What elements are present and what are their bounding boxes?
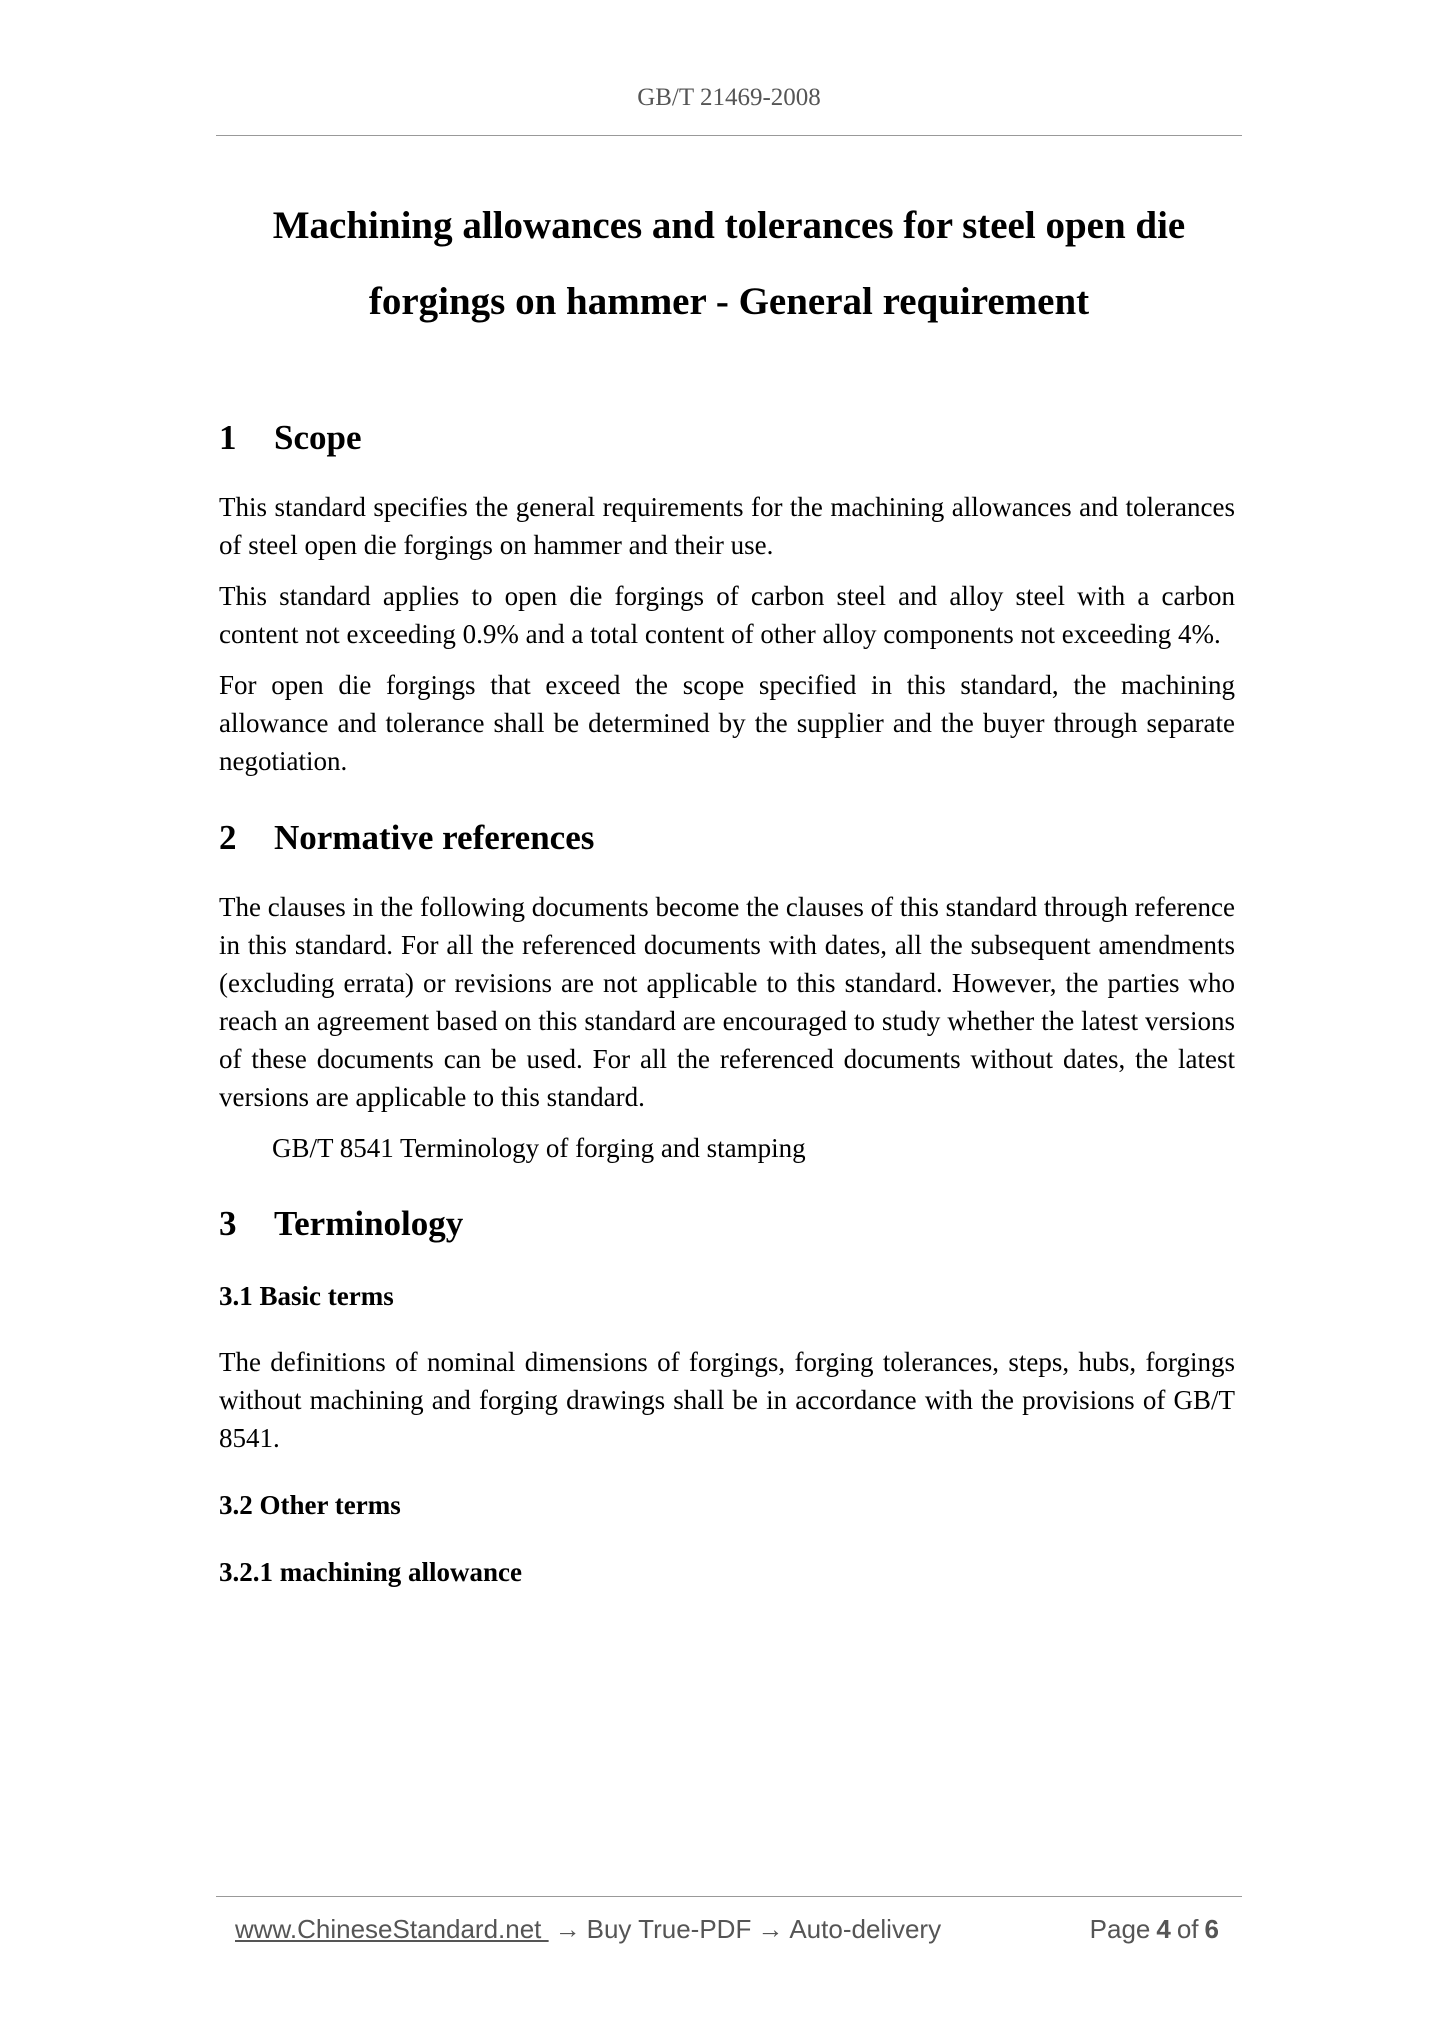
subsection-heading-basic-terms: 3.1 Basic terms: [219, 1281, 394, 1311]
page-total-number: 6: [1204, 1914, 1219, 1944]
auto-delivery-text: Auto-delivery: [789, 1914, 942, 1944]
section-number: 3: [219, 1204, 237, 1243]
page-footer: [235, 1914, 1225, 1950]
footer-divider: [216, 1896, 1242, 1897]
section-number: 1: [219, 418, 237, 457]
section-heading-normative-references: [219, 816, 1235, 860]
document-title: [216, 188, 1242, 340]
document-code-header: GB/T 21469-2008: [637, 84, 821, 111]
arrow-right-icon: →: [554, 1914, 581, 1944]
page-label: Page: [1089, 1914, 1151, 1944]
scope-paragraph: For open die forgings that exceed the scope specified in this standard, the machining allowance and tolerance shall be determined by the supplier and the buyer through separate negotiation.: [219, 670, 1235, 776]
arrow-right-icon: →: [757, 1914, 784, 1944]
normative-references-paragraph: The clauses in the following documents become the clauses of this standard through reference in this standard. For all the referenced documents with dates, all the subsequent amendments (excluding errata) or revisions are not applicable to this standard. However, the parties who reach an agreement based on this standard are encouraged to study whether the latest versions of these documents can be used. For all the referenced documents without dates, the latest versions are applicable to this standard.: [219, 892, 1235, 1112]
scope-paragraph: This standard applies to open die forgings of carbon steel and alloy steel with a carbon content not exceeding 0.9% and a total content of other alloy components not exceeding 4%.: [219, 581, 1235, 649]
buy-pdf-text: Buy True-PDF: [586, 1914, 752, 1944]
footer-links: [235, 1914, 941, 1945]
page-indicator: [1090, 1914, 1225, 1945]
scope-paragraph: This standard specifies the general requirements for the machining allowances and tolerances of steel open die forgings on hammer and their use.: [219, 492, 1235, 560]
section-title: Normative references: [274, 818, 595, 857]
section-title: Terminology: [274, 1204, 464, 1243]
section-heading-scope: [219, 416, 1235, 460]
subsection-heading-other-terms: 3.2 Other terms: [219, 1490, 401, 1520]
reference-item: GB/T 8541 Terminology of forging and stamping: [272, 1133, 806, 1163]
section-heading-terminology: [219, 1202, 1235, 1246]
subsection-heading-machining-allowance: 3.2.1 machining allowance: [219, 1557, 523, 1587]
website-link[interactable]: www.ChineseStandard.net: [235, 1914, 549, 1944]
section-title: Scope: [274, 418, 362, 457]
section-number: 2: [219, 818, 237, 857]
document-title-line-1: Machining allowances and tolerances for steel open die: [272, 204, 1186, 247]
basic-terms-paragraph: The definitions of nominal dimensions of forgings, forging tolerances, steps, hubs, forgings without machining and forging drawings shall be in accordance with the provisions of GB/T 8541.: [219, 1347, 1235, 1453]
document-title-line-2: forgings on hammer - General requirement: [368, 280, 1090, 323]
page-of-label: of: [1176, 1914, 1199, 1944]
page-current-number: 4: [1156, 1914, 1171, 1944]
header-divider: [216, 135, 1242, 136]
document-body: [219, 416, 1235, 1591]
